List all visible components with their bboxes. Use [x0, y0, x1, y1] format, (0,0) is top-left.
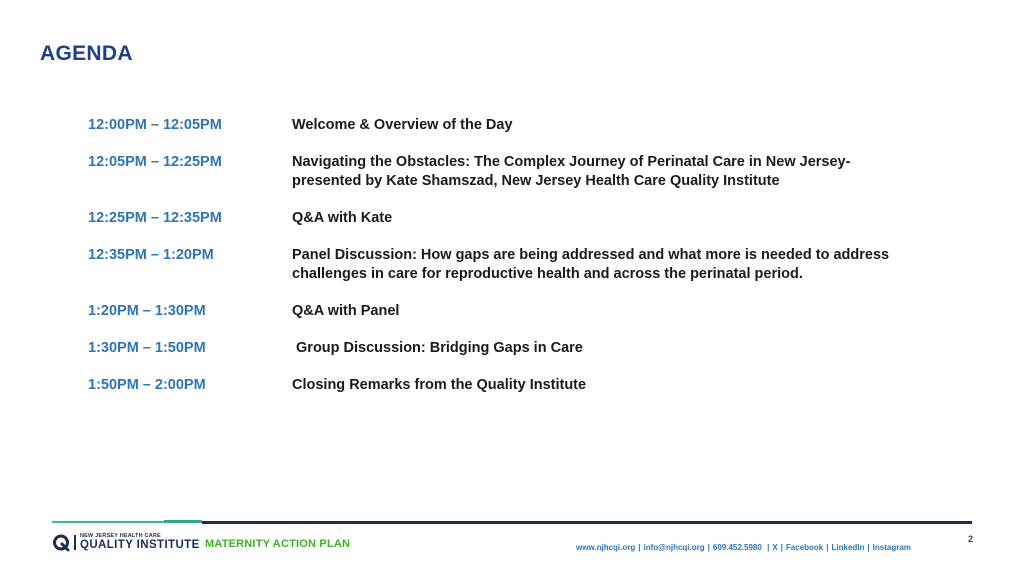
logo-divider: [74, 535, 76, 550]
agenda-list: [88, 116, 968, 413]
agenda-item: [88, 116, 968, 135]
linkedin-link[interactable]: LinkedIn: [831, 543, 865, 552]
agenda-time: 1:50PM – 2:00PM: [88, 377, 206, 393]
x-link[interactable]: X: [772, 543, 778, 552]
quality-institute-logo-icon: [52, 534, 72, 552]
agenda-description: Group Discussion: Bridging Gaps in Care: [292, 340, 583, 356]
agenda-time: 1:20PM – 1:30PM: [88, 303, 206, 319]
agenda-item: [88, 246, 968, 284]
slide-title: AGENDA: [40, 42, 133, 65]
facebook-link[interactable]: Facebook: [785, 543, 824, 552]
agenda-description: Panel Discussion: How gaps are being addressed and what more is needed to address challenges in care for reproductive health and across the perinatal period.: [292, 247, 890, 282]
agenda-item: [88, 376, 968, 395]
agenda-item: [88, 339, 968, 358]
agenda-item: [88, 153, 968, 191]
logo-subtitle: NEW JERSEY HEALTH CARE: [80, 533, 161, 539]
footer-rule: [202, 521, 972, 524]
agenda-time: 12:35PM – 1:20PM: [88, 247, 214, 263]
agenda-time: 12:25PM – 12:35PM: [88, 210, 222, 226]
agenda-description: Navigating the Obstacles: The Complex Journey of Perinatal Care in New Jersey- presented by Kate Shamszad, New Jersey Health Care Quality Institute: [292, 154, 851, 189]
agenda-item: [88, 302, 968, 321]
footer-rule-accent: [52, 521, 164, 523]
phone-number: 609.452.5980: [712, 543, 762, 552]
agenda-description: Q&A with Kate: [292, 210, 393, 226]
footer-rule-highlight: [164, 520, 202, 523]
website-link[interactable]: www.njhcqi.org: [576, 543, 636, 552]
agenda-time: 12:00PM – 12:05PM: [88, 117, 222, 133]
maternity-action-plan-label: MATERNITY ACTION PLAN: [205, 538, 351, 550]
agenda-time: 1:30PM – 1:50PM: [88, 340, 206, 356]
agenda-description: Welcome & Overview of the Day: [292, 117, 513, 133]
agenda-item: [88, 209, 968, 228]
page-number: 2: [968, 534, 974, 544]
agenda-description: Closing Remarks from the Quality Institute: [292, 377, 587, 393]
contact-bar: www.njhcqi.org | info@njhcqi.org | 609.452.5980 | X | Facebook | LinkedIn | Instagram: [576, 543, 911, 552]
instagram-link[interactable]: Instagram: [872, 543, 911, 552]
logo-title: QUALITY INSTITUTE: [80, 539, 200, 551]
agenda-time: 12:05PM – 12:25PM: [88, 154, 222, 170]
email-link[interactable]: info@njhcqi.org: [643, 543, 705, 552]
agenda-description: Q&A with Panel: [292, 303, 400, 319]
